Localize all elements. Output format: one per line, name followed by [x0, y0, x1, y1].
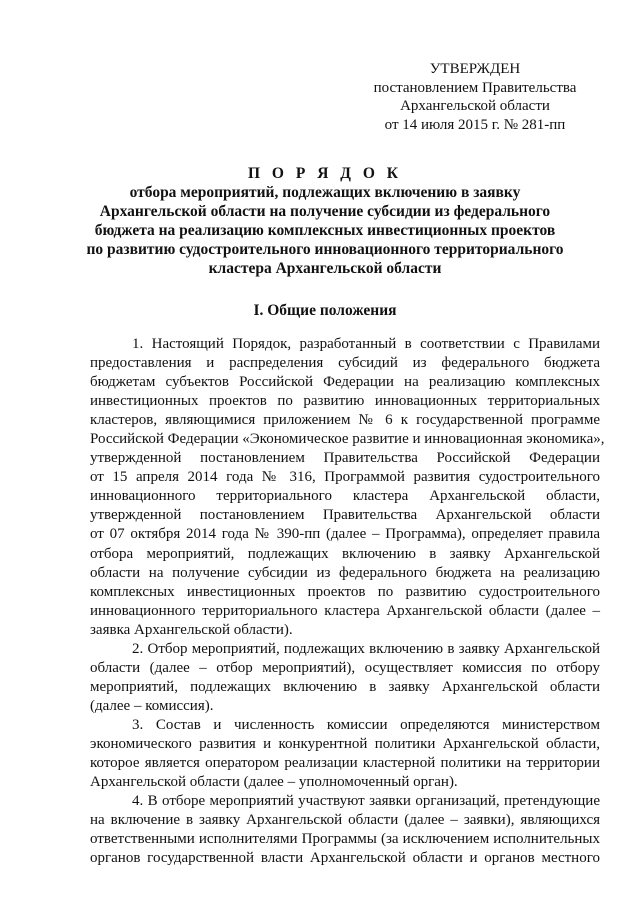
body-line: 1. Настоящий Порядок, разработанный в соответствии с Правилами	[132, 336, 600, 352]
body-line: ответственными исполнителями Программы (за исключением исполнительных	[90, 831, 600, 848]
body-line: на включение в заявку Архангельской области (далее – заявки), являющихся	[90, 812, 600, 829]
body-line: инновационного территориального кластера Архангельской области,	[90, 488, 600, 505]
body-line: 3. Состав и численность комиссии определяются министерством	[132, 716, 600, 733]
body-line: утвержденной постановлением Правительства Российской Федерации	[90, 450, 600, 467]
body-line: инновационного территориального кластера Архангельской области (далее –	[90, 602, 600, 619]
body-line: заявка Архангельской области).	[90, 621, 293, 638]
title-subtitle-line: по развитию судостроительного инновационного территориального	[86, 241, 564, 258]
approval-line: УТВЕРЖДЕН	[429, 61, 521, 77]
body-line: от 15 апреля 2014 года № 316, Программой развития судостроительного	[90, 469, 600, 486]
body-line: 2. Отбор мероприятий, подлежащих включению в заявку Архангельской	[132, 640, 600, 657]
approval-stamp	[360, 60, 590, 134]
body-line: мероприятий, подлежащих включению в заявку Архангельской области	[90, 678, 600, 695]
title-subtitle-line: Архангельской области на получение субсидии из федерального	[99, 203, 551, 220]
body-line: области (далее – отбор мероприятий), осуществляет комиссия по отбору	[90, 659, 600, 676]
document-body	[90, 335, 605, 868]
body-line: Архангельской области (далее – уполномоченный орган).	[90, 774, 458, 791]
body-line: от 07 октября 2014 года № 390-пп (далее – Программа), определяет правила	[90, 526, 600, 543]
body-line: утвержденной постановлением Правительства Архангельской области	[90, 507, 600, 524]
title-heading: П О Р Я Д О К	[248, 165, 402, 182]
body-line: 4. В отборе мероприятий участвуют заявки организаций, претендующие	[132, 793, 600, 810]
section-heading: I. Общие положения	[253, 302, 397, 319]
body-line: Российской Федерации «Экономическое развитие и инновационная экономика»,	[90, 431, 605, 448]
body-line: комплексных инвестиционных проектов по развитию судостроительного	[90, 583, 600, 600]
approval-line: постановлением Правительства	[373, 79, 577, 96]
body-line: экономического развития и конкурентной политики Архангельской области,	[90, 735, 600, 752]
body-line: кластеров, являющимися приложением № 6 к государственной программе	[90, 412, 600, 429]
body-line: (далее – комиссия).	[90, 697, 214, 714]
approval-line: от 14 июля 2015 г. № 281-пп	[384, 116, 566, 133]
body-line: которое является оператором реализации кластерной политики на территории	[90, 755, 600, 772]
approval-line: Архангельской области	[400, 98, 550, 114]
body-line: отбора мероприятий, подлежащих включению в заявку Архангельской	[90, 545, 600, 562]
body-line: бюджетам субъектов Российской Федерации на реализацию комплексных	[90, 374, 600, 391]
document-title	[80, 164, 570, 278]
title-subtitle-line: кластера Архангельской области	[208, 260, 442, 277]
body-line: области на получение субсидии из федерального бюджета на реализацию	[90, 564, 600, 581]
title-subtitle-line: отбора мероприятий, подлежащих включению в заявку	[129, 184, 521, 201]
body-line: инвестиционных проектов по развитию инновационных территориальных	[90, 393, 600, 410]
body-line: органов государственной власти Архангельской области и органов местного	[90, 850, 600, 867]
body-line: предоставления и распределения субсидий из федерального бюджета	[90, 355, 600, 372]
title-subtitle-line: бюджета на реализацию комплексных инвестиционных проектов	[94, 222, 556, 239]
